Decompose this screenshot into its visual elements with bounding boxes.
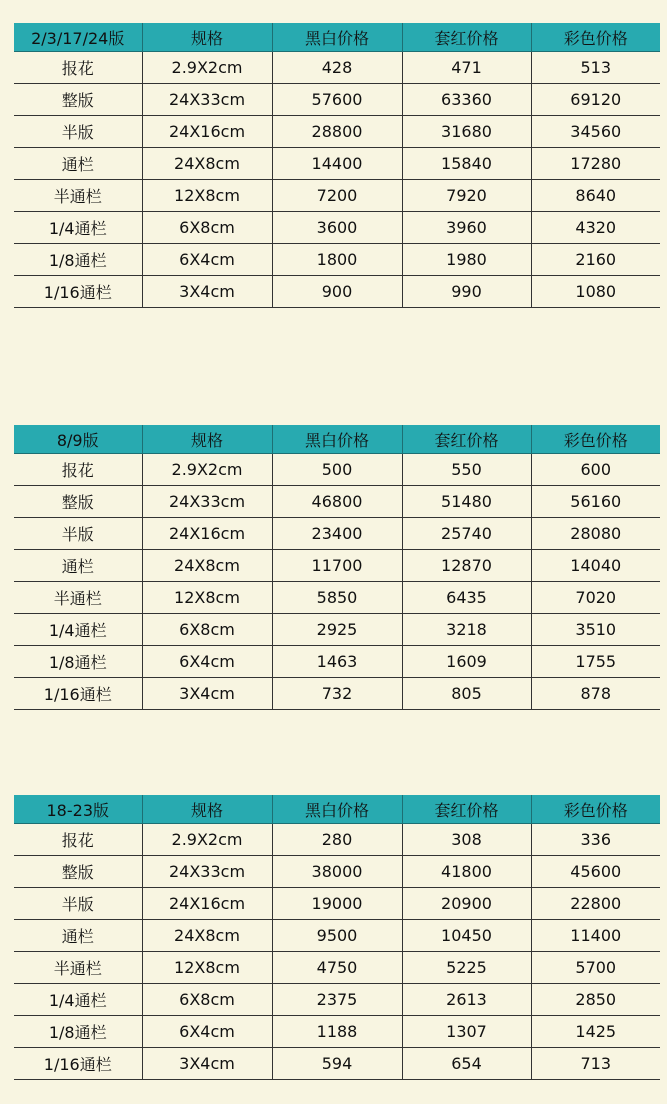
cell-ad-type: 整版 (14, 486, 142, 518)
table-row (14, 824, 660, 856)
cell-bw-price: 28800 (272, 116, 402, 148)
cell-size: 6X8cm (142, 614, 272, 646)
cell-bw-price: 732 (272, 678, 402, 710)
cell-bw-price: 19000 (272, 888, 402, 920)
cell-size: 3X4cm (142, 1048, 272, 1080)
cell-color-price: 22800 (531, 888, 660, 920)
cell-size: 24X16cm (142, 116, 272, 148)
table-header-row (14, 795, 660, 824)
cell-ad-type: 1/8通栏 (14, 244, 142, 276)
cell-ad-type: 通栏 (14, 920, 142, 952)
cell-size: 12X8cm (142, 952, 272, 984)
header-edition: 2/3/17/24版 (14, 23, 142, 52)
cell-red-price: 63360 (402, 84, 531, 116)
header-size: 规格 (142, 795, 272, 824)
cell-bw-price: 7200 (272, 180, 402, 212)
cell-color-price: 513 (531, 52, 660, 84)
cell-red-price: 805 (402, 678, 531, 710)
cell-red-price: 990 (402, 276, 531, 308)
table-row (14, 244, 660, 276)
cell-color-price: 1080 (531, 276, 660, 308)
header-red-price: 套红价格 (402, 795, 531, 824)
cell-size: 12X8cm (142, 180, 272, 212)
cell-ad-type: 1/16通栏 (14, 678, 142, 710)
cell-ad-type: 1/16通栏 (14, 276, 142, 308)
cell-ad-type: 整版 (14, 84, 142, 116)
cell-color-price: 600 (531, 454, 660, 486)
table-row (14, 148, 660, 180)
table-row (14, 678, 660, 710)
cell-color-price: 8640 (531, 180, 660, 212)
cell-size: 6X4cm (142, 244, 272, 276)
cell-bw-price: 500 (272, 454, 402, 486)
cell-ad-type: 半版 (14, 888, 142, 920)
cell-size: 24X8cm (142, 148, 272, 180)
cell-red-price: 2613 (402, 984, 531, 1016)
cell-color-price: 56160 (531, 486, 660, 518)
cell-ad-type: 通栏 (14, 550, 142, 582)
cell-red-price: 550 (402, 454, 531, 486)
header-bw-price: 黑白价格 (272, 425, 402, 454)
cell-bw-price: 2375 (272, 984, 402, 1016)
header-bw-price: 黑白价格 (272, 23, 402, 52)
cell-color-price: 17280 (531, 148, 660, 180)
cell-red-price: 31680 (402, 116, 531, 148)
cell-bw-price: 1463 (272, 646, 402, 678)
cell-red-price: 25740 (402, 518, 531, 550)
table-header-row (14, 23, 660, 52)
cell-red-price: 51480 (402, 486, 531, 518)
table-row (14, 1048, 660, 1080)
cell-color-price: 4320 (531, 212, 660, 244)
table-row (14, 646, 660, 678)
cell-bw-price: 3600 (272, 212, 402, 244)
cell-color-price: 14040 (531, 550, 660, 582)
header-red-price: 套红价格 (402, 425, 531, 454)
cell-red-price: 7920 (402, 180, 531, 212)
cell-color-price: 5700 (531, 952, 660, 984)
cell-bw-price: 5850 (272, 582, 402, 614)
price-table-3 (14, 795, 660, 1080)
cell-red-price: 6435 (402, 582, 531, 614)
table-row (14, 952, 660, 984)
table-row (14, 180, 660, 212)
cell-size: 6X8cm (142, 984, 272, 1016)
cell-size: 6X4cm (142, 646, 272, 678)
cell-color-price: 336 (531, 824, 660, 856)
table-row (14, 1016, 660, 1048)
cell-color-price: 11400 (531, 920, 660, 952)
cell-size: 24X33cm (142, 856, 272, 888)
cell-bw-price: 1800 (272, 244, 402, 276)
cell-red-price: 10450 (402, 920, 531, 952)
cell-red-price: 471 (402, 52, 531, 84)
cell-color-price: 2160 (531, 244, 660, 276)
cell-color-price: 45600 (531, 856, 660, 888)
cell-size: 24X8cm (142, 550, 272, 582)
cell-red-price: 1307 (402, 1016, 531, 1048)
cell-color-price: 7020 (531, 582, 660, 614)
cell-red-price: 308 (402, 824, 531, 856)
cell-ad-type: 报花 (14, 52, 142, 84)
table-row (14, 486, 660, 518)
cell-ad-type: 半通栏 (14, 180, 142, 212)
table-row (14, 52, 660, 84)
table-row (14, 518, 660, 550)
cell-ad-type: 半通栏 (14, 952, 142, 984)
cell-color-price: 69120 (531, 84, 660, 116)
cell-size: 3X4cm (142, 678, 272, 710)
cell-bw-price: 46800 (272, 486, 402, 518)
cell-red-price: 1609 (402, 646, 531, 678)
header-size: 规格 (142, 23, 272, 52)
cell-color-price: 1755 (531, 646, 660, 678)
header-edition: 8/9版 (14, 425, 142, 454)
cell-ad-type: 1/4通栏 (14, 984, 142, 1016)
table-row (14, 614, 660, 646)
header-size: 规格 (142, 425, 272, 454)
cell-color-price: 2850 (531, 984, 660, 1016)
cell-red-price: 1980 (402, 244, 531, 276)
cell-bw-price: 23400 (272, 518, 402, 550)
cell-red-price: 3960 (402, 212, 531, 244)
cell-ad-type: 1/16通栏 (14, 1048, 142, 1080)
cell-ad-type: 报花 (14, 824, 142, 856)
table-row (14, 84, 660, 116)
cell-size: 24X33cm (142, 486, 272, 518)
table-row (14, 550, 660, 582)
cell-ad-type: 半版 (14, 116, 142, 148)
cell-color-price: 878 (531, 678, 660, 710)
cell-color-price: 1425 (531, 1016, 660, 1048)
table-row (14, 582, 660, 614)
cell-size: 24X33cm (142, 84, 272, 116)
cell-bw-price: 900 (272, 276, 402, 308)
cell-color-price: 3510 (531, 614, 660, 646)
header-red-price: 套红价格 (402, 23, 531, 52)
cell-size: 2.9X2cm (142, 52, 272, 84)
cell-size: 2.9X2cm (142, 454, 272, 486)
table-row (14, 856, 660, 888)
cell-size: 2.9X2cm (142, 824, 272, 856)
header-bw-price: 黑白价格 (272, 795, 402, 824)
table-row (14, 920, 660, 952)
cell-bw-price: 4750 (272, 952, 402, 984)
table-row (14, 888, 660, 920)
cell-ad-type: 通栏 (14, 148, 142, 180)
header-color-price: 彩色价格 (531, 23, 660, 52)
cell-size: 24X16cm (142, 888, 272, 920)
cell-size: 6X4cm (142, 1016, 272, 1048)
cell-ad-type: 1/4通栏 (14, 614, 142, 646)
cell-size: 3X4cm (142, 276, 272, 308)
cell-red-price: 12870 (402, 550, 531, 582)
cell-size: 12X8cm (142, 582, 272, 614)
cell-ad-type: 报花 (14, 454, 142, 486)
price-table-1 (14, 23, 660, 308)
cell-red-price: 654 (402, 1048, 531, 1080)
cell-ad-type: 1/8通栏 (14, 1016, 142, 1048)
cell-size: 24X16cm (142, 518, 272, 550)
table-row (14, 116, 660, 148)
table-row (14, 454, 660, 486)
cell-bw-price: 594 (272, 1048, 402, 1080)
cell-bw-price: 14400 (272, 148, 402, 180)
cell-bw-price: 1188 (272, 1016, 402, 1048)
header-color-price: 彩色价格 (531, 795, 660, 824)
table-row (14, 984, 660, 1016)
cell-size: 6X8cm (142, 212, 272, 244)
cell-bw-price: 280 (272, 824, 402, 856)
cell-red-price: 20900 (402, 888, 531, 920)
cell-color-price: 713 (531, 1048, 660, 1080)
cell-red-price: 41800 (402, 856, 531, 888)
cell-ad-type: 半版 (14, 518, 142, 550)
table-header-row (14, 425, 660, 454)
cell-red-price: 15840 (402, 148, 531, 180)
cell-ad-type: 1/8通栏 (14, 646, 142, 678)
cell-bw-price: 57600 (272, 84, 402, 116)
cell-bw-price: 428 (272, 52, 402, 84)
cell-ad-type: 半通栏 (14, 582, 142, 614)
table-row (14, 276, 660, 308)
table-row (14, 212, 660, 244)
cell-red-price: 3218 (402, 614, 531, 646)
price-table-2 (14, 425, 660, 710)
header-edition: 18-23版 (14, 795, 142, 824)
cell-size: 24X8cm (142, 920, 272, 952)
cell-red-price: 5225 (402, 952, 531, 984)
cell-bw-price: 2925 (272, 614, 402, 646)
cell-bw-price: 11700 (272, 550, 402, 582)
cell-bw-price: 38000 (272, 856, 402, 888)
cell-ad-type: 1/4通栏 (14, 212, 142, 244)
cell-color-price: 28080 (531, 518, 660, 550)
cell-bw-price: 9500 (272, 920, 402, 952)
cell-ad-type: 整版 (14, 856, 142, 888)
header-color-price: 彩色价格 (531, 425, 660, 454)
cell-color-price: 34560 (531, 116, 660, 148)
